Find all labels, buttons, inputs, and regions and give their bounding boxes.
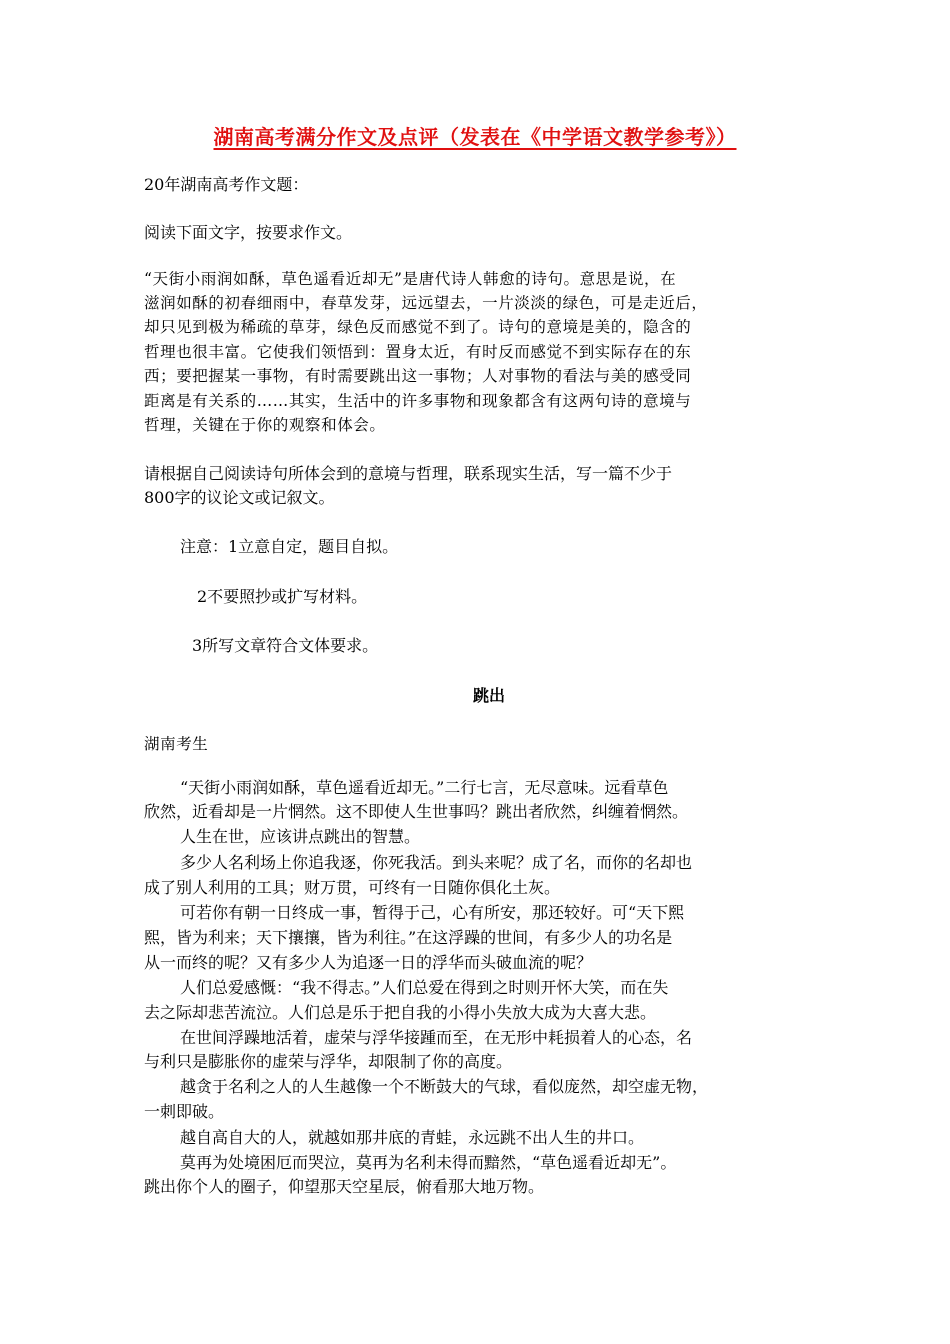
requirement-line: 800字的议论文或记叙文。 <box>144 488 335 507</box>
essay-author: 湖南考生 <box>144 735 209 753</box>
essay-line: 跳出你个人的圈子，仰望那天空星辰，俯看那大地万物。 <box>144 1177 545 1196</box>
document-title: 湖南高考满分作文及点评（发表在《中学语文教学参考》） <box>213 125 737 149</box>
essay-line: 成了别人利用的工具；财万贯，可终有一日随你俱化土灰。 <box>144 878 561 897</box>
essay-line: 人们总爱感慨：“我不得志。”人们总爱在得到之时则开怀大笑，而在失 <box>180 978 669 997</box>
essay-line: 欣然，近看却是一片惘然。这不即使人生世事吗？跳出者欣然，纠缠着惘然。 <box>144 802 689 821</box>
prompt-instruction: 阅读下面文字，按要求作文。 <box>144 223 353 242</box>
essay-line: 从一而终的呢？又有多少人为追逐一日的浮华而头破血流的呢？ <box>144 953 593 972</box>
material-line: 哲理也很丰富。它使我们领悟到：置身太近，有时反而感觉不到实际存在的东 <box>144 343 692 361</box>
essay-line: 多少人名利场上你追我逐，你死我活。到头来呢？成了名，而你的名却也 <box>180 853 693 872</box>
essay-line: 与利只是膨胀你的虚荣与浮华，却限制了你的高度。 <box>144 1052 513 1071</box>
essay-line: 在世间浮躁地活着，虚荣与浮华接踵而至，在无形中耗损着人的心态，名 <box>180 1028 693 1047</box>
requirement-line: 请根据自己阅读诗句所体会到的意境与哲理，联系现实生活，写一篇不少于 <box>144 464 673 483</box>
material-line: 滋润如酥的初春细雨中，春草发芽，远远望去，一片淡淡的绿色，可是走近后， <box>144 294 708 312</box>
material-line: 距离是有关系的……其实，生活中的许多事物和现象都含有这两句诗的意境与 <box>144 392 692 410</box>
essay-line: 一刺即破。 <box>144 1102 225 1121</box>
material-line: 西；要把握某一事物，有时需要跳出这一事物；人对事物的看法与美的感受同 <box>144 367 692 385</box>
essay-line: 人生在世，应该讲点跳出的智慧。 <box>180 827 421 846</box>
material-line: 哲理，关键在于你的观察和体会。 <box>144 416 386 434</box>
material-line: “天街小雨润如酥，草色遥看近却无”是唐代诗人韩愈的诗句。意思是说，在 <box>144 270 677 288</box>
essay-line: 可若你有朝一日终成一事，暂得于己，心有所安，那还较好。可“天下熙 <box>180 903 685 922</box>
material-line: 却只见到极为稀疏的草芽，绿色反而感觉不到了。诗句的意境是美的，隐含的 <box>144 318 692 336</box>
note-item: 注意：1立意自定，题目自拟。 <box>180 537 399 556</box>
essay-line: 越自高自大的人，就越如那井底的青蛙，永远跳不出人生的井口。 <box>180 1128 645 1147</box>
prompt-heading: 20年湖南高考作文题： <box>144 175 309 194</box>
essay-line: 莫再为处境困厄而哭泣，莫再为名利未得而黯然，“草色遥看近却无”。 <box>180 1153 677 1172</box>
note-item: 3所写文章符合文体要求。 <box>192 636 379 655</box>
essay-line: 越贪于名利之人的人生越像一个不断鼓大的气球，看似庞然，却空虚无物， <box>180 1077 709 1096</box>
essay-line: “天街小雨润如酥，草色遥看近却无。”二行七言，无尽意味。远看草色 <box>180 778 669 797</box>
essay-line: 去之际却悲苦流泣。人们总是乐于把自我的小得小失放大成为大喜大悲。 <box>144 1003 657 1022</box>
essay-title: 跳出 <box>472 686 505 705</box>
essay-line: 熙，皆为利来；天下攘攘，皆为利往。”在这浮躁的世间，有多少人的功名是 <box>144 928 673 947</box>
note-item: 2不要照抄或扩写材料。 <box>197 587 368 606</box>
